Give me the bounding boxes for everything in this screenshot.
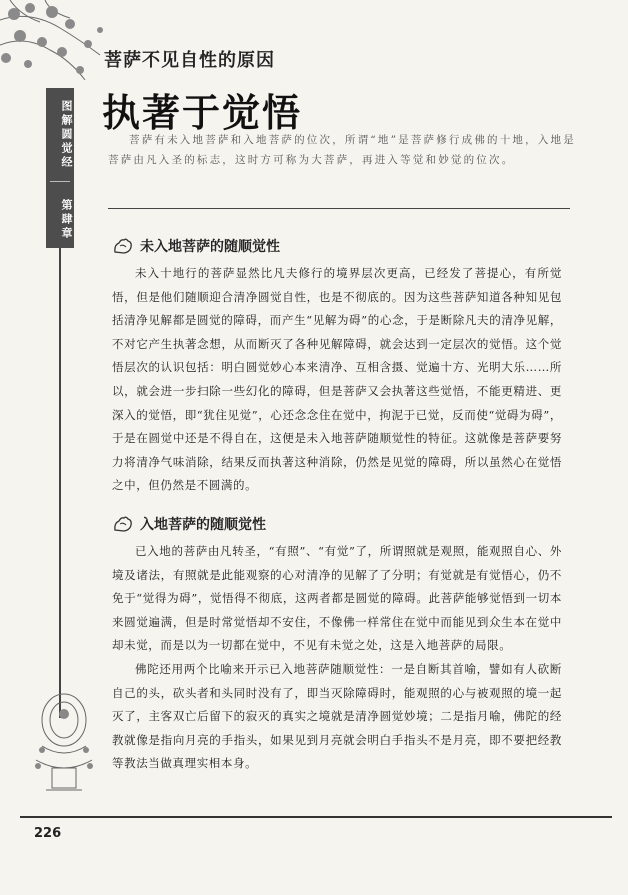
sidebar-tab <box>46 88 74 248</box>
section-paragraph: 未入十地行的菩萨显然比凡夫修行的境界层次更高，已经发了菩提心，有所觉悟，但是他们随顺迎合清净圆觉自性，也是不彻底的。因为这些菩萨知道各种知见包括清净见解都是圆觉的障碍，而产生“见解为碍”的心念，于是断除凡夫的清净见解，不对它产生执著念想，从而断灭了各种见解障碍，就会达到一定层次的觉悟。这个觉悟层次的认识包括：明白圆觉妙心本来清净、互相含摄、觉遍十方、光明大乐……所以，就会进一步扫除一些幻化的障碍，但是菩萨又会执著这些觉悟，不能更精进、更深入的觉悟，即“犹住见觉”，心还念念住在觉中，拘泥于已觉，反而使“觉碍为碍”，于是在圆觉中还是不得自在，这便是未入地菩萨随顺觉性的特征。这就像是菩萨要努力将清净气味消除，结果反而执著这种消除，仍然是见觉的障碍，所以虽然心在觉悟之中，但仍然是不圆满的。 <box>112 266 562 493</box>
page-title: 执著于觉悟 <box>102 90 303 135</box>
buddha-hand-icon <box>112 237 134 255</box>
intro-divider <box>108 208 570 209</box>
intro-paragraph: 菩萨有未入地菩萨和入地菩萨的位次，所谓“地”是菩萨修行成佛的十地，入地是菩萨由凡入圣的标志，这时方可称为大菩萨，再进入等觉和妙觉的位次。 <box>108 134 576 166</box>
buddha-ornament-icon <box>28 690 100 800</box>
sidebar-line <box>59 248 61 718</box>
tree-ornament-icon <box>0 0 120 90</box>
section-heading-text: 入地菩萨的随顺觉性 <box>140 517 266 533</box>
sidebar-divider <box>50 181 70 182</box>
section-heading <box>112 236 280 256</box>
section-paragraph: 已入地的菩萨由凡转圣，“有照”、“有觉”了，所谓照就是观照，能观照自心、外境及诸法，有照就是此能观察的心对清净的见解了了分明；有觉就是有觉悟心，仍不免于“觉得为碍”，觉悟得不彻底，这两者都是圆觉的障碍。此菩萨能够觉悟到一切本来圆觉遍满，但是时常觉悟却不安住，不像佛一样常住在觉中而能见到众生本在觉中却未觉，而是以为一切都在觉中，不见有未觉之处，这是入地菩萨的局限。 <box>112 544 562 653</box>
section-heading-text: 未入地菩萨的随顺觉性 <box>140 239 280 255</box>
page-subtitle: 菩萨不见自性的原因 <box>104 50 275 71</box>
section-heading <box>112 514 266 534</box>
sidebar-chapter: 第肆章 <box>60 199 73 241</box>
page-number: 226 <box>34 826 62 841</box>
sidebar-book-title: 图解圆觉经 <box>60 100 73 170</box>
footer-divider <box>20 816 612 818</box>
section-paragraph: 佛陀还用两个比喻来开示已入地菩萨随顺觉性：一是自断其首喻，譬如有人砍断自己的头，砍头者和头同时没有了，即当灭除障碍时，能观照的心与被观照的境一起灭了，主客双亡后留下的寂灭的真实之境就是清净圆觉妙境；二是指月喻，佛陀的经教就像是指向月亮的手指头，如果见到月亮就会明白手指头不是月亮，即不要把经教等教法当做真理实相本身。 <box>112 662 562 771</box>
buddha-hand-icon <box>112 515 134 533</box>
